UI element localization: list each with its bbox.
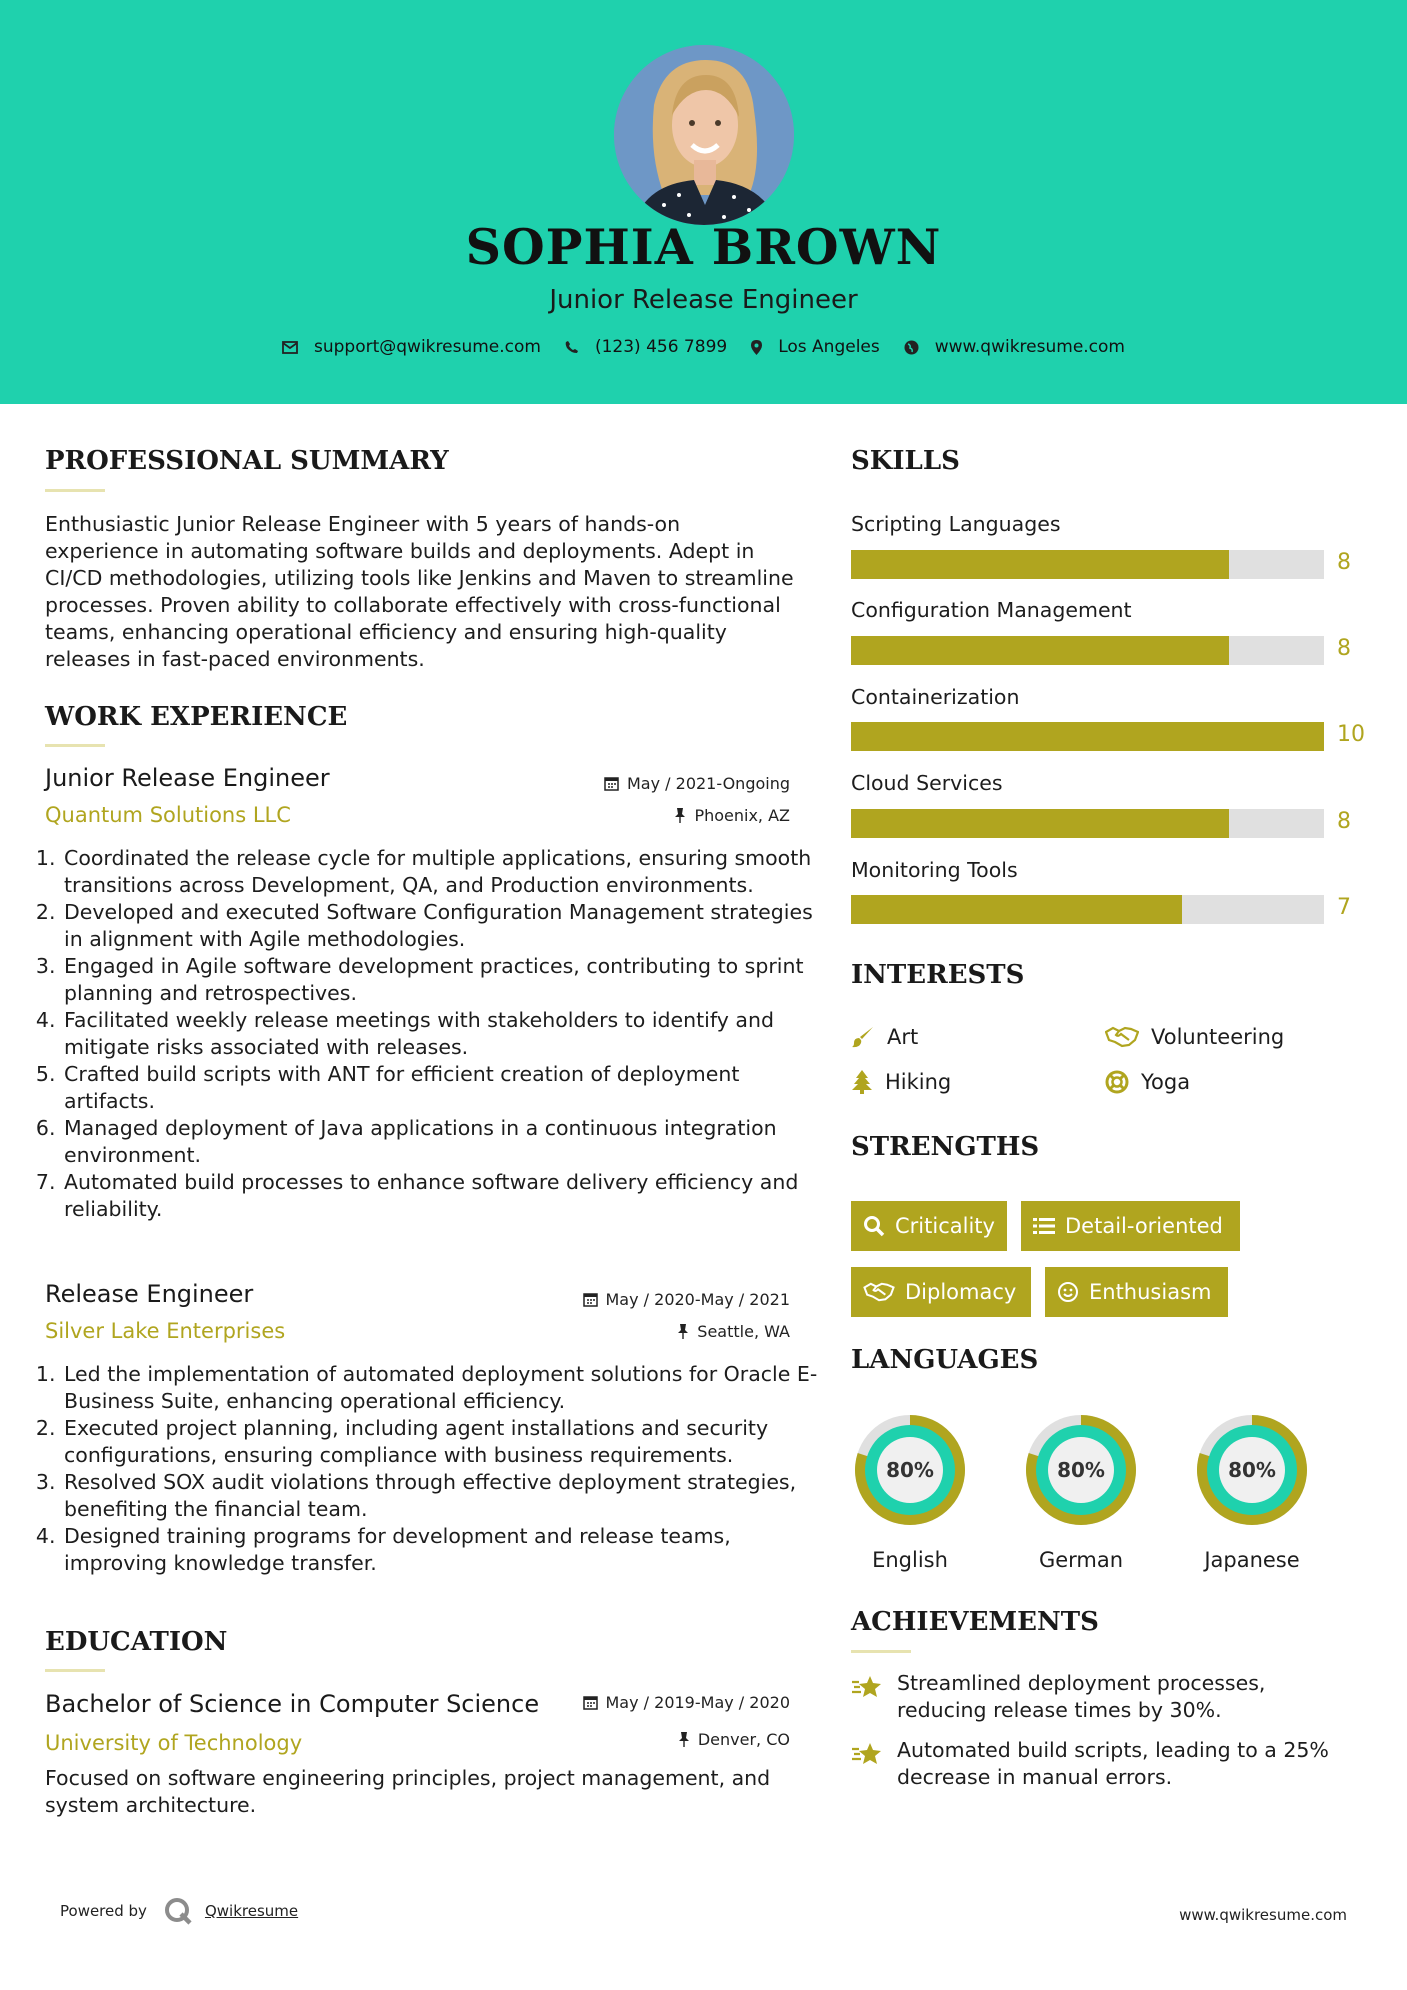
list-item: 3. Engaged in Agile software development practices, contributing to sprint planning and retrospectives. — [62, 953, 822, 1007]
skill-name: Containerization — [851, 685, 1020, 709]
skills-heading: SKILLS — [851, 446, 960, 476]
pin-icon — [674, 808, 686, 823]
strength-label: Criticality — [895, 1214, 995, 1238]
language-level-ring — [1019, 1408, 1143, 1532]
footer-branding — [60, 1896, 298, 1926]
list-icon — [1033, 1217, 1055, 1235]
school-name: University of Technology — [45, 1731, 303, 1755]
calendar-icon — [583, 1695, 598, 1710]
tree-icon — [851, 1070, 873, 1094]
calendar-icon — [604, 776, 619, 791]
interest-item — [1105, 1025, 1284, 1049]
search-icon — [863, 1215, 885, 1237]
skill-name: Monitoring Tools — [851, 858, 1018, 882]
pin-icon — [677, 1324, 689, 1339]
job-dates-text: May / 2021-Ongoing — [627, 774, 790, 793]
resume-header — [0, 0, 1407, 404]
contact-phone[interactable] — [565, 337, 727, 357]
profile-photo — [614, 45, 794, 225]
list-item: 1. Led the implementation of automated deployment solutions for Oracle E-Business Suite, enhancing operational efficiency. — [62, 1361, 822, 1415]
strengths-heading: STRENGTHS — [851, 1132, 1040, 1162]
handshake-icon — [1105, 1026, 1139, 1048]
map-marker-icon — [751, 340, 762, 355]
language-item — [1019, 1408, 1143, 1572]
strength-tag — [851, 1201, 1007, 1251]
achievements-divider — [851, 1650, 911, 1653]
contact-bar — [0, 337, 1407, 357]
list-item: 2. Developed and executed Software Configuration Management strategies in alignment with Agile methodologies. — [62, 899, 822, 953]
language-item — [1190, 1408, 1314, 1572]
interest-item — [851, 1025, 918, 1049]
interest-item — [851, 1070, 951, 1094]
summary-divider — [45, 489, 105, 492]
list-item: 1. Coordinated the release cycle for multiple applications, ensuring smooth transitions across Development, QA, and Production environments. — [62, 845, 822, 899]
language-percent: 80% — [1057, 1458, 1105, 1482]
language-item — [848, 1408, 972, 1572]
interest-label: Volunteering — [1151, 1025, 1285, 1049]
skill-name: Configuration Management — [851, 598, 1132, 622]
handshake-icon — [863, 1282, 895, 1302]
education-divider — [45, 1669, 105, 1672]
list-item: 6. Managed deployment of Java applications in a continuous integration environment. — [62, 1115, 822, 1169]
contact-website[interactable] — [904, 337, 1125, 357]
languages-heading: LANGUAGES — [851, 1345, 1039, 1375]
interest-label: Yoga — [1141, 1070, 1191, 1094]
smile-icon — [1057, 1281, 1079, 1303]
skill-bar — [851, 550, 1324, 579]
lifebuoy-icon — [1105, 1070, 1129, 1094]
job-dates-text: May / 2020-May / 2021 — [605, 1290, 790, 1309]
language-name: English — [872, 1548, 948, 1572]
interest-label: Hiking — [885, 1070, 952, 1094]
skill-bar — [851, 636, 1324, 665]
pin-icon — [678, 1732, 690, 1747]
skill-name: Cloud Services — [851, 771, 1003, 795]
calendar-icon — [583, 1292, 598, 1307]
candidate-job-title: Junior Release Engineer — [549, 285, 858, 315]
language-name: Japanese — [1204, 1548, 1300, 1572]
candidate-name: SOPHIA BROWN — [465, 218, 942, 276]
skill-bar-fill — [851, 722, 1324, 751]
list-item: 7. Automated build processes to enhance software delivery efficiency and reliability. — [62, 1169, 822, 1223]
interest-label: Art — [887, 1025, 919, 1049]
brand-link[interactable]: Qwikresume — [204, 1902, 299, 1920]
job-bullets — [44, 845, 822, 1223]
education-description: Focused on software engineering principles, project management, and system architecture. — [45, 1766, 771, 1817]
envelope-icon — [282, 341, 298, 354]
skill-value: 8 — [1337, 550, 1351, 575]
company-name: Silver Lake Enterprises — [45, 1319, 286, 1343]
location-text: Los Angeles — [778, 337, 880, 357]
education-heading: EDUCATION — [45, 1627, 228, 1657]
skill-bar-fill — [851, 809, 1229, 838]
skill-name: Scripting Languages — [851, 512, 1061, 536]
website-text: www.qwikresume.com — [934, 337, 1125, 357]
interest-item — [1105, 1070, 1190, 1094]
phone-icon — [565, 340, 579, 354]
skill-bar-fill — [851, 636, 1229, 665]
job-location — [674, 806, 790, 825]
skill-value: 8 — [1337, 809, 1351, 834]
job-bullets — [44, 1361, 822, 1577]
job-title: Junior Release Engineer — [45, 764, 330, 792]
globe-icon — [904, 340, 919, 355]
achievement-item — [851, 1737, 1351, 1791]
education-dates-text: May / 2019-May / 2020 — [605, 1693, 790, 1712]
phone-text: (123) 456 7899 — [594, 337, 728, 357]
education-dates — [583, 1693, 791, 1712]
strength-label: Diplomacy — [905, 1280, 1017, 1304]
skill-bar — [851, 722, 1324, 751]
powered-by-label: Powered by — [60, 1902, 147, 1920]
paintbrush-icon — [851, 1025, 875, 1049]
job-location — [677, 1322, 790, 1341]
list-item: 4. Designed training programs for development and release teams, improving knowledge transfer. — [62, 1523, 822, 1577]
interests-heading: INTERESTS — [851, 960, 1025, 990]
footer-website[interactable]: www.qwikresume.com — [1179, 1906, 1347, 1924]
language-percent: 80% — [1228, 1458, 1276, 1482]
skill-bar — [851, 809, 1324, 838]
job-dates — [583, 1290, 791, 1309]
strength-tag — [851, 1267, 1031, 1317]
contact-location — [751, 337, 880, 357]
skill-bar-fill — [851, 550, 1229, 579]
language-level-ring — [1190, 1408, 1314, 1532]
star-badge-icon — [851, 1741, 883, 1767]
achievement-text: Automated build scripts, leading to a 25% decrease in manual errors. — [897, 1738, 1329, 1789]
strength-tag — [1021, 1201, 1240, 1251]
email-text: support@qwikresume.com — [314, 337, 541, 357]
skill-bar — [851, 895, 1324, 924]
list-item: 2. Executed project planning, including agent installations and security configurations, ensuring compliance with business requirements. — [62, 1415, 822, 1469]
list-item: 3. Resolved SOX audit violations through effective deployment strategies, benefiting the financial team. — [62, 1469, 822, 1523]
achievement-text: Streamlined deployment processes, reducing release times by 30%. — [897, 1671, 1266, 1722]
contact-email[interactable] — [282, 337, 541, 357]
experience-divider — [45, 744, 105, 747]
job-location-text: Phoenix, AZ — [694, 806, 790, 825]
summary-heading: PROFESSIONAL SUMMARY — [45, 446, 449, 476]
summary-text: Enthusiastic Junior Release Engineer with 5 years of hands-on experience in automating software builds and deployments. Adept in CI/CD methodologies, utilizing tools like Jenkins and Maven to streamline processes. Proven ability to collaborate effectively with cross-functional teams, enhancing operational efficiency and ensuring high-quality releases in fast-paced environments. — [45, 512, 794, 671]
list-item: 5. Crafted build scripts with ANT for efficient creation of deployment artifacts. — [62, 1061, 822, 1115]
job-location-text: Seattle, WA — [697, 1322, 790, 1341]
achievement-item — [851, 1670, 1351, 1724]
skill-bar-fill — [851, 895, 1182, 924]
skill-value: 10 — [1337, 722, 1365, 747]
strength-tag — [1045, 1267, 1228, 1317]
degree-title: Bachelor of Science in Computer Science — [45, 1690, 540, 1718]
language-name: German — [1038, 1548, 1124, 1572]
job-dates — [604, 774, 790, 793]
experience-heading: WORK EXPERIENCE — [45, 702, 348, 732]
education-location — [678, 1730, 790, 1749]
language-percent: 80% — [886, 1458, 934, 1482]
language-level-ring — [848, 1408, 972, 1532]
list-item: 4. Facilitated weekly release meetings with stakeholders to identify and mitigate risks associated with releases. — [62, 1007, 822, 1061]
education-location-text: Denver, CO — [697, 1730, 790, 1749]
job-title: Release Engineer — [45, 1280, 254, 1308]
achievements-heading: ACHIEVEMENTS — [851, 1607, 1099, 1637]
skill-value: 7 — [1337, 895, 1351, 920]
star-badge-icon — [851, 1674, 883, 1700]
strength-label: Enthusiasm — [1089, 1280, 1212, 1304]
qwikresume-logo-icon — [163, 1896, 193, 1926]
company-name: Quantum Solutions LLC — [45, 803, 291, 827]
skill-value: 8 — [1337, 636, 1351, 661]
strength-label: Detail-oriented — [1065, 1214, 1223, 1238]
